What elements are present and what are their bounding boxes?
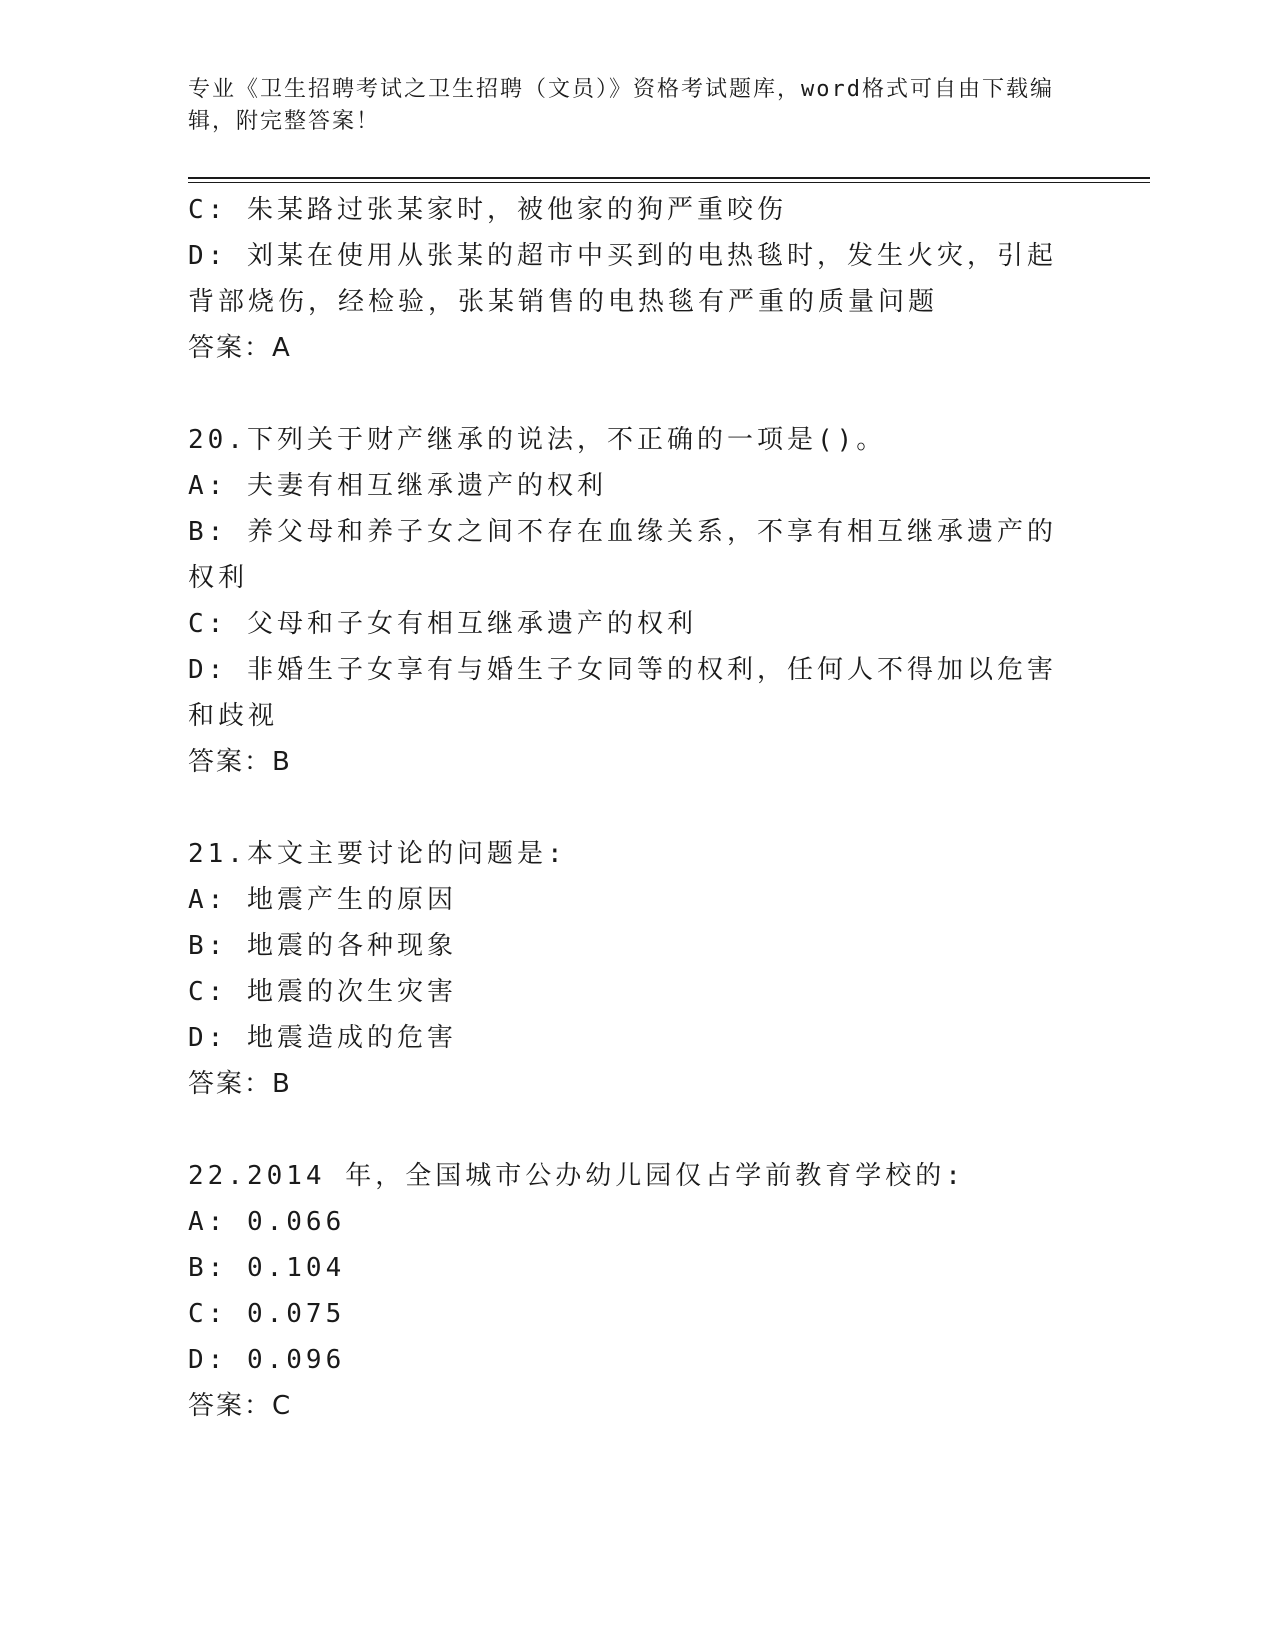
option-d: D: 非婚生子女享有与婚生子女同等的权利，任何人不得加以危害和歧视: [188, 655, 1057, 731]
question-19-tail: [188, 187, 1068, 371]
option-b: B: 养父母和养子女之间不存在血缘关系，不享有相互继承遗产的权利: [188, 517, 1057, 593]
option-d: D: 刘某在使用从张某的超市中买到的电热毯时，发生火灾，引起背部烧伤，经检验，张某销售的电热毯有严重的质量问题: [188, 241, 1057, 317]
question-20: [188, 417, 1068, 785]
header-divider-thick: [188, 177, 1150, 179]
answer-text: 答案：B: [188, 1069, 292, 1099]
answer-text: 答案：B: [188, 747, 292, 777]
spacer: [188, 1107, 1068, 1153]
option-a: A: 夫妻有相互继承遗产的权利: [188, 471, 607, 501]
spacer: [188, 785, 1068, 831]
option-c: C: 0.075: [188, 1299, 346, 1329]
option-d: D: 地震造成的危害: [188, 1023, 457, 1053]
option-d: D: 0.096: [188, 1345, 346, 1375]
question-stem: 22.2014 年，全国城市公办幼儿园仅占学前教育学校的:: [188, 1161, 965, 1191]
option-a: A: 地震产生的原因: [188, 885, 457, 915]
option-b: B: 地震的各种现象: [188, 931, 457, 961]
option-c: C: 地震的次生灾害: [188, 977, 457, 1007]
option-c: C: 父母和子女有相互继承遗产的权利: [188, 609, 697, 639]
question-content: [188, 187, 1068, 1429]
answer-text: 答案：A: [188, 333, 292, 363]
spacer: [188, 371, 1068, 417]
option-a: A: 0.066: [188, 1207, 346, 1237]
option-c: C: 朱某路过张某家时，被他家的狗严重咬伤: [188, 195, 787, 225]
question-21: [188, 831, 1068, 1107]
question-stem: 20.下列关于财产继承的说法，不正确的一项是()。: [188, 425, 887, 455]
question-stem: 21.本文主要讨论的问题是:: [188, 839, 567, 869]
option-b: B: 0.104: [188, 1253, 346, 1283]
document-header: 专业《卫生招聘考试之卫生招聘（文员）》资格考试题库，word格式可自由下载编辑，附完整答案！: [188, 77, 1054, 134]
header-divider-thin: [188, 182, 1150, 183]
question-22: [188, 1153, 1068, 1429]
answer-text: 答案：C: [188, 1391, 293, 1421]
